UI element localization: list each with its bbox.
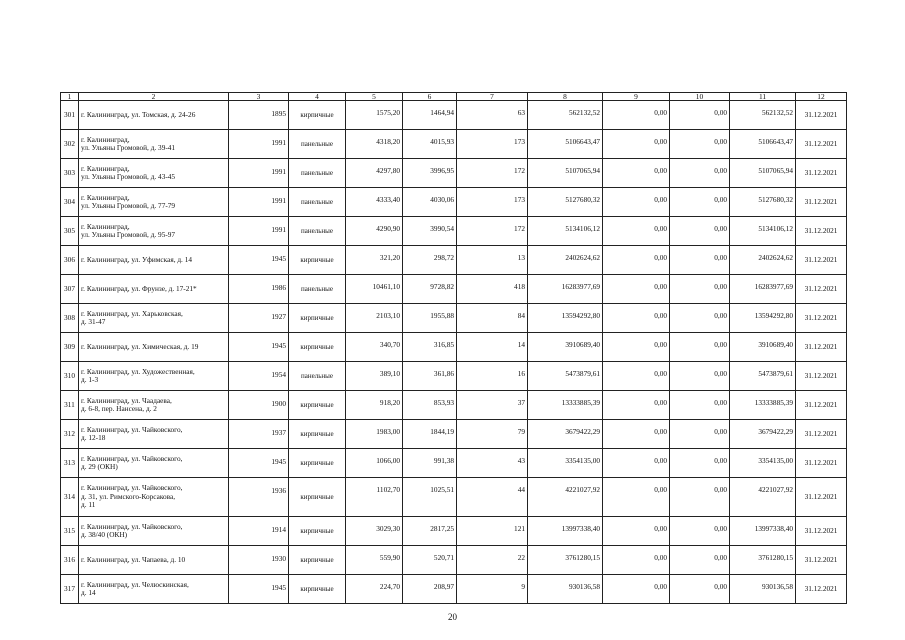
table-row (61, 362, 847, 391)
material-cell: кирпичные (289, 420, 346, 449)
address-cell (79, 420, 229, 449)
living-area-cell: 9728,82 (403, 275, 457, 304)
address-line: г. Калининград, (81, 192, 130, 202)
value-col9-cell: 0,00 (603, 449, 670, 478)
value-col11-cell: 562132,52 (730, 101, 796, 130)
residents-cell: 14 (457, 333, 528, 362)
row-number-cell: 301 (61, 101, 79, 130)
value-col10-cell: 0,00 (670, 217, 730, 246)
residents-cell: 16 (457, 362, 528, 391)
address-cell (79, 217, 229, 246)
year-cell: 1991 (229, 188, 289, 217)
residents-cell: 37 (457, 391, 528, 420)
date-cell: 31.12.2021 (796, 546, 847, 575)
address-cell (79, 304, 229, 333)
total-area-cell: 389,10 (346, 362, 403, 391)
value-col10-cell: 0,00 (670, 159, 730, 188)
value-col10-cell: 0,00 (670, 246, 730, 275)
table-row (61, 546, 847, 575)
address-line: г. Калининград, ул. Чайковского, (81, 521, 183, 531)
address-cell (79, 517, 229, 546)
value-col10-cell: 0,00 (670, 420, 730, 449)
value-col9-cell: 0,00 (603, 159, 670, 188)
table-row (61, 159, 847, 188)
value-col11-cell: 5473879,61 (730, 362, 796, 391)
address-line: д. 31-47 (81, 317, 106, 326)
date-cell: 31.12.2021 (796, 304, 847, 333)
address-line: ул. Ульяны Громовой, д. 39-41 (81, 143, 176, 152)
address-line: ул. Ульяны Громовой, д. 77-79 (81, 201, 176, 210)
year-cell: 1900 (229, 391, 289, 420)
column-header: 12 (796, 93, 847, 101)
address-cell (79, 449, 229, 478)
date-cell: 31.12.2021 (796, 188, 847, 217)
address-line: г. Калининград, (81, 221, 130, 231)
year-cell: 1945 (229, 449, 289, 478)
living-area-cell: 1955,88 (403, 304, 457, 333)
total-area-cell: 4318,20 (346, 130, 403, 159)
address-line: д. 29 (ОКН) (81, 462, 118, 471)
address-cell (79, 575, 229, 604)
value-col11-cell: 930136,58 (730, 575, 796, 604)
value-col11-cell: 16283977,69 (730, 275, 796, 304)
housing-table (60, 92, 847, 604)
residents-cell: 418 (457, 275, 528, 304)
year-cell: 1927 (229, 304, 289, 333)
row-number-cell: 317 (61, 575, 79, 604)
material-cell: панельные (289, 217, 346, 246)
address-line: ул. Ульяны Громовой, д. 43-45 (81, 172, 176, 181)
row-number-cell: 316 (61, 546, 79, 575)
value-col11-cell: 3354135,00 (730, 449, 796, 478)
residents-cell: 63 (457, 101, 528, 130)
total-area-cell: 1983,00 (346, 420, 403, 449)
date-cell: 31.12.2021 (796, 101, 847, 130)
total-area-cell: 4290,90 (346, 217, 403, 246)
residents-cell: 121 (457, 517, 528, 546)
row-number-cell: 303 (61, 159, 79, 188)
value-col10-cell: 0,00 (670, 517, 730, 546)
cost-cell: 562132,52 (528, 101, 603, 130)
cost-cell: 4221027,92 (528, 478, 603, 517)
column-header: 8 (528, 93, 603, 101)
material-cell: кирпичные (289, 391, 346, 420)
value-col11-cell: 13997338,40 (730, 517, 796, 546)
date-cell: 31.12.2021 (796, 449, 847, 478)
year-cell: 1991 (229, 159, 289, 188)
cost-cell: 13997338,40 (528, 517, 603, 546)
value-col9-cell: 0,00 (603, 478, 670, 517)
column-header: 3 (229, 93, 289, 101)
row-number-cell: 304 (61, 188, 79, 217)
address-cell (79, 159, 229, 188)
residents-cell: 172 (457, 159, 528, 188)
value-col9-cell: 0,00 (603, 217, 670, 246)
residents-cell: 173 (457, 130, 528, 159)
row-number-cell: 306 (61, 246, 79, 275)
value-col10-cell: 0,00 (670, 275, 730, 304)
year-cell: 1954 (229, 362, 289, 391)
row-number-cell: 310 (61, 362, 79, 391)
address-cell (79, 101, 229, 130)
value-col11-cell: 5134106,12 (730, 217, 796, 246)
address-cell (79, 130, 229, 159)
residents-cell: 172 (457, 217, 528, 246)
cost-cell: 13594292,80 (528, 304, 603, 333)
date-cell: 31.12.2021 (796, 246, 847, 275)
date-cell: 31.12.2021 (796, 217, 847, 246)
table-row (61, 275, 847, 304)
column-header: 5 (346, 93, 403, 101)
value-col11-cell: 13333885,39 (730, 391, 796, 420)
column-header: 4 (289, 93, 346, 101)
total-area-cell: 2103,10 (346, 304, 403, 333)
row-number-cell: 315 (61, 517, 79, 546)
residents-cell: 22 (457, 546, 528, 575)
living-area-cell: 4015,93 (403, 130, 457, 159)
living-area-cell: 991,38 (403, 449, 457, 478)
value-col11-cell: 3679422,29 (730, 420, 796, 449)
date-cell: 31.12.2021 (796, 362, 847, 391)
cost-cell: 5473879,61 (528, 362, 603, 391)
total-area-cell: 224,70 (346, 575, 403, 604)
address-cell (79, 275, 229, 304)
total-area-cell: 918,20 (346, 391, 403, 420)
total-area-cell: 321,20 (346, 246, 403, 275)
material-cell: кирпичные (289, 546, 346, 575)
value-col10-cell: 0,00 (670, 304, 730, 333)
value-col11-cell: 2402624,62 (730, 246, 796, 275)
table-row (61, 478, 847, 517)
value-col10-cell: 0,00 (670, 101, 730, 130)
year-cell: 1930 (229, 546, 289, 575)
address-line: д. 31, ул. Римского-Корсакова, (81, 491, 176, 501)
date-cell: 31.12.2021 (796, 517, 847, 546)
value-col10-cell: 0,00 (670, 188, 730, 217)
address-cell (79, 333, 229, 362)
column-header: 1 (61, 93, 79, 101)
cost-cell: 16283977,69 (528, 275, 603, 304)
date-cell: 31.12.2021 (796, 333, 847, 362)
value-col9-cell: 0,00 (603, 304, 670, 333)
total-area-cell: 10461,10 (346, 275, 403, 304)
living-area-cell: 298,72 (403, 246, 457, 275)
living-area-cell: 3996,95 (403, 159, 457, 188)
residents-cell: 84 (457, 304, 528, 333)
address-line: г. Калининград, ул. Фрунзе, д. 17-21* (81, 283, 197, 293)
cost-cell: 5106643,47 (528, 130, 603, 159)
cost-cell: 3679422,29 (528, 420, 603, 449)
address-line: г. Калининград, ул. Томская, д. 24-26 (81, 109, 196, 119)
material-cell: кирпичные (289, 246, 346, 275)
date-cell: 31.12.2021 (796, 478, 847, 517)
value-col10-cell: 0,00 (670, 478, 730, 517)
material-cell: кирпичные (289, 449, 346, 478)
table-row (61, 575, 847, 604)
address-line: г. Калининград, (81, 134, 130, 144)
total-area-cell: 340,70 (346, 333, 403, 362)
table-row (61, 517, 847, 546)
value-col9-cell: 0,00 (603, 362, 670, 391)
living-area-cell: 853,93 (403, 391, 457, 420)
cost-cell: 3910689,40 (528, 333, 603, 362)
date-cell: 31.12.2021 (796, 391, 847, 420)
total-area-cell: 4333,40 (346, 188, 403, 217)
address-cell (79, 188, 229, 217)
table-row (61, 246, 847, 275)
row-number-cell: 308 (61, 304, 79, 333)
value-col10-cell: 0,00 (670, 546, 730, 575)
cost-cell: 5127680,32 (528, 188, 603, 217)
table-row (61, 101, 847, 130)
material-cell: панельные (289, 362, 346, 391)
value-col11-cell: 3910689,40 (730, 333, 796, 362)
column-header: 7 (457, 93, 528, 101)
row-number-cell: 309 (61, 333, 79, 362)
residents-cell: 43 (457, 449, 528, 478)
living-area-cell: 1464,94 (403, 101, 457, 130)
address-cell (79, 478, 229, 517)
address-line: г. Калининград, (81, 163, 130, 173)
column-numbers-row (61, 93, 847, 101)
value-col9-cell: 0,00 (603, 391, 670, 420)
living-area-cell: 520,71 (403, 546, 457, 575)
cost-cell: 3354135,00 (528, 449, 603, 478)
column-header: 11 (730, 93, 796, 101)
address-line: д. 14 (81, 588, 96, 597)
row-number-cell: 311 (61, 391, 79, 420)
total-area-cell: 1066,00 (346, 449, 403, 478)
cost-cell: 5134106,12 (528, 217, 603, 246)
table-row (61, 217, 847, 246)
value-col9-cell: 0,00 (603, 275, 670, 304)
document-page (60, 92, 846, 604)
address-cell (79, 246, 229, 275)
total-area-cell: 1102,70 (346, 478, 403, 517)
date-cell: 31.12.2021 (796, 159, 847, 188)
table-row (61, 391, 847, 420)
value-col10-cell: 0,00 (670, 391, 730, 420)
date-cell: 31.12.2021 (796, 130, 847, 159)
value-col11-cell: 3761280,15 (730, 546, 796, 575)
living-area-cell: 1844,19 (403, 420, 457, 449)
table-row (61, 304, 847, 333)
total-area-cell: 1575,20 (346, 101, 403, 130)
total-area-cell: 3029,30 (346, 517, 403, 546)
address-line: г. Калининград, ул. Художественная, (81, 366, 195, 376)
address-cell (79, 391, 229, 420)
year-cell: 1936 (229, 478, 289, 517)
material-cell: панельные (289, 130, 346, 159)
value-col9-cell: 0,00 (603, 188, 670, 217)
residents-cell: 13 (457, 246, 528, 275)
cost-cell: 2402624,62 (528, 246, 603, 275)
date-cell: 31.12.2021 (796, 575, 847, 604)
address-line: г. Калининград, ул. Чайковского, (81, 424, 183, 434)
value-col9-cell: 0,00 (603, 130, 670, 159)
total-area-cell: 4297,80 (346, 159, 403, 188)
residents-cell: 9 (457, 575, 528, 604)
row-number-cell: 302 (61, 130, 79, 159)
year-cell: 1945 (229, 333, 289, 362)
date-cell: 31.12.2021 (796, 420, 847, 449)
value-col9-cell: 0,00 (603, 575, 670, 604)
table-row (61, 420, 847, 449)
address-line: г. Калининград, ул. Харьковская, (81, 308, 183, 318)
year-cell: 1945 (229, 246, 289, 275)
address-line: г. Калининград, ул. Челюскинская, (81, 579, 189, 589)
value-col10-cell: 0,00 (670, 130, 730, 159)
living-area-cell: 1025,51 (403, 478, 457, 517)
value-col9-cell: 0,00 (603, 101, 670, 130)
table-row (61, 333, 847, 362)
address-cell (79, 362, 229, 391)
address-line: д. 6-8, пер. Нансена, д. 2 (81, 404, 157, 413)
value-col10-cell: 0,00 (670, 449, 730, 478)
material-cell: панельные (289, 159, 346, 188)
residents-cell: 79 (457, 420, 528, 449)
year-cell: 1937 (229, 420, 289, 449)
cost-cell: 13333885,39 (528, 391, 603, 420)
value-col9-cell: 0,00 (603, 420, 670, 449)
material-cell: кирпичные (289, 575, 346, 604)
row-number-cell: 313 (61, 449, 79, 478)
value-col9-cell: 0,00 (603, 246, 670, 275)
material-cell: панельные (289, 275, 346, 304)
value-col11-cell: 5107065,94 (730, 159, 796, 188)
value-col11-cell: 5106643,47 (730, 130, 796, 159)
address-line: д. 11 (81, 500, 96, 510)
value-col11-cell: 13594292,80 (730, 304, 796, 333)
address-line: г. Калининград, ул. Чайковского, (81, 453, 183, 463)
living-area-cell: 361,86 (403, 362, 457, 391)
address-line: д. 38/40 (ОКН) (81, 530, 128, 539)
address-line: г. Калининград, ул. Химическая, д. 19 (81, 341, 199, 351)
page-number: 20 (448, 612, 457, 622)
table-row (61, 188, 847, 217)
cost-cell: 3761280,15 (528, 546, 603, 575)
column-header: 9 (603, 93, 670, 101)
cost-cell: 5107065,94 (528, 159, 603, 188)
address-cell (79, 546, 229, 575)
address-line: д. 12-18 (81, 433, 106, 442)
material-cell: кирпичные (289, 333, 346, 362)
material-cell: кирпичные (289, 101, 346, 130)
address-line: г. Калининград, ул. Чайковского, (81, 483, 183, 493)
address-line: д. 1-3 (81, 375, 99, 384)
column-header: 6 (403, 93, 457, 101)
material-cell: кирпичные (289, 304, 346, 333)
living-area-cell: 208,97 (403, 575, 457, 604)
year-cell: 1991 (229, 217, 289, 246)
value-col11-cell: 4221027,92 (730, 478, 796, 517)
living-area-cell: 2817,25 (403, 517, 457, 546)
residents-cell: 173 (457, 188, 528, 217)
living-area-cell: 3990,54 (403, 217, 457, 246)
total-area-cell: 559,90 (346, 546, 403, 575)
value-col10-cell: 0,00 (670, 333, 730, 362)
material-cell: кирпичные (289, 478, 346, 517)
value-col9-cell: 0,00 (603, 546, 670, 575)
column-header: 10 (670, 93, 730, 101)
year-cell: 1914 (229, 517, 289, 546)
value-col11-cell: 5127680,32 (730, 188, 796, 217)
year-cell: 1986 (229, 275, 289, 304)
row-number-cell: 305 (61, 217, 79, 246)
address-line: г. Калининград, ул. Чаадаева, (81, 395, 172, 405)
table-row (61, 130, 847, 159)
row-number-cell: 312 (61, 420, 79, 449)
year-cell: 1895 (229, 101, 289, 130)
row-number-cell: 307 (61, 275, 79, 304)
column-header: 2 (79, 93, 229, 101)
value-col10-cell: 0,00 (670, 575, 730, 604)
year-cell: 1991 (229, 130, 289, 159)
living-area-cell: 316,85 (403, 333, 457, 362)
living-area-cell: 4030,06 (403, 188, 457, 217)
year-cell: 1945 (229, 575, 289, 604)
value-col9-cell: 0,00 (603, 333, 670, 362)
cost-cell: 930136,58 (528, 575, 603, 604)
table-row (61, 449, 847, 478)
row-number-cell: 314 (61, 478, 79, 517)
material-cell: панельные (289, 188, 346, 217)
residents-cell: 44 (457, 478, 528, 517)
value-col9-cell: 0,00 (603, 517, 670, 546)
material-cell: кирпичные (289, 517, 346, 546)
value-col10-cell: 0,00 (670, 362, 730, 391)
address-line: г. Калининград, ул. Чапаева, д. 10 (81, 554, 186, 564)
address-line: г. Калининград, ул. Уфимская, д. 14 (81, 254, 193, 264)
address-line: ул. Ульяны Громовой, д. 95-97 (81, 230, 176, 239)
date-cell: 31.12.2021 (796, 275, 847, 304)
